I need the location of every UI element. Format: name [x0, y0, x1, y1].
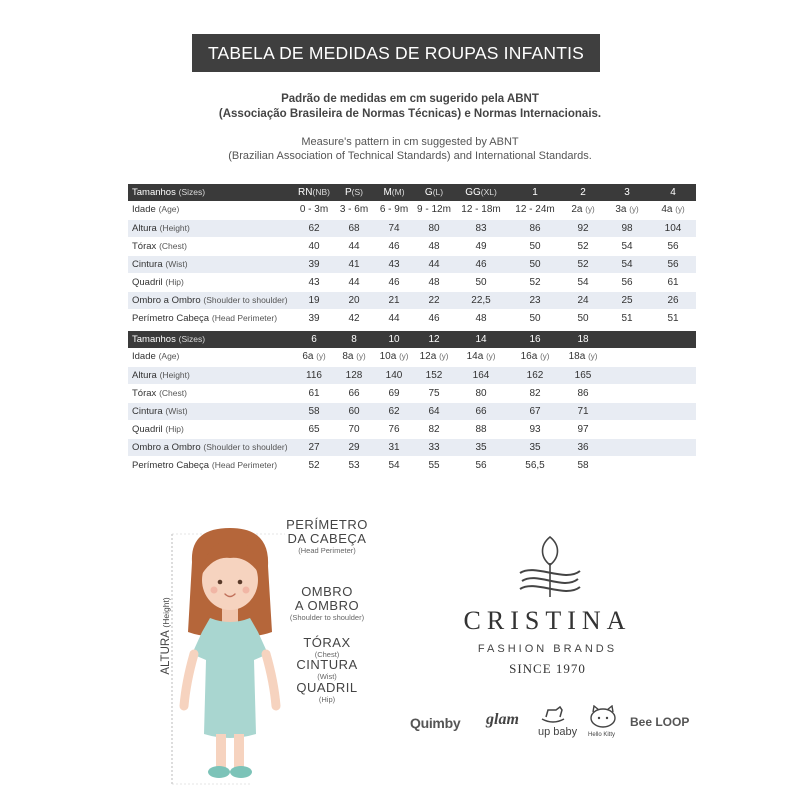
glam-logo: glam	[486, 711, 519, 728]
table-cell: 52	[562, 255, 604, 273]
table-cell: 44	[414, 255, 454, 273]
table-cell: 86	[562, 384, 604, 402]
subtitle-en-line-1: Measure's pattern in cm suggested by ABNT	[301, 136, 519, 148]
table-cell: 56	[650, 255, 696, 273]
table-cell: 58	[562, 456, 604, 474]
table-cell: 50	[508, 255, 562, 273]
table-cell: 54	[604, 255, 650, 273]
size-column-header: 2	[562, 184, 604, 201]
page-title-banner	[192, 34, 600, 72]
table-cell: 86	[508, 219, 562, 237]
table-cell: 54	[604, 237, 650, 255]
table-cell: 52	[294, 456, 334, 474]
table-cell	[650, 348, 696, 366]
table-cell: 8a (y)	[334, 348, 374, 366]
table-cell: 66	[334, 384, 374, 402]
waist-label: CINTURA (Wist)	[296, 657, 358, 681]
table-cell: 44	[334, 237, 374, 255]
hip-label: QUADRIL (Hip)	[296, 680, 358, 704]
table-row	[128, 219, 696, 237]
table-cell: 69	[374, 384, 414, 402]
table-cell: 61	[294, 384, 334, 402]
table-cell	[604, 366, 650, 384]
subtitle-pt-line-1: Padrão de medidas em cm sugerido pela ABNT	[281, 93, 539, 105]
chest-label: TÓRAX (Chest)	[303, 635, 351, 659]
table-row	[128, 255, 696, 273]
table-cell: 44	[374, 309, 414, 327]
table-cell: 97	[562, 420, 604, 438]
height-label: ALTURA (Height)	[160, 597, 172, 675]
table-cell: 152	[414, 366, 454, 384]
table-cell: 51	[604, 309, 650, 327]
table-cell: 55	[414, 456, 454, 474]
size-column-header: 8	[334, 331, 374, 348]
table-cell	[604, 402, 650, 420]
table-row	[128, 291, 696, 309]
brand-since: SINCE 1970	[509, 661, 586, 676]
table-cell: 25	[604, 291, 650, 309]
row-label: Idade (Age)	[128, 201, 294, 219]
size-column-header	[604, 331, 650, 348]
table-cell: 23	[508, 291, 562, 309]
sub-brand-logos	[410, 705, 690, 745]
size-column-header: GG(XL)	[454, 184, 508, 201]
table-cell: 56	[604, 273, 650, 291]
table-cell: 58	[294, 402, 334, 420]
table-row	[128, 273, 696, 291]
table-cell: 74	[374, 219, 414, 237]
table-cell: 18a (y)	[562, 348, 604, 366]
row-label: Altura (Height)	[128, 219, 294, 237]
table-cell: 12 - 18m	[454, 201, 508, 219]
table-cell: 62	[374, 402, 414, 420]
size-table-1	[128, 184, 696, 328]
table-cell: 92	[562, 219, 604, 237]
row-label: Cintura (Wist)	[128, 255, 294, 273]
table-cell: 36	[562, 438, 604, 456]
table-cell: 50	[562, 309, 604, 327]
row-label: Ombro a Ombro (Shoulder to shoulder)	[128, 438, 294, 456]
table-cell: 40	[294, 237, 334, 255]
table-cell: 56	[454, 456, 508, 474]
table-cell: 41	[334, 255, 374, 273]
size-column-header: 16	[508, 331, 562, 348]
table-cell: 21	[374, 291, 414, 309]
table-row	[128, 402, 696, 420]
table-cell: 67	[508, 402, 562, 420]
table-header-row	[128, 331, 696, 348]
table-cell: 50	[454, 273, 508, 291]
bee-loop-logo: Bee LOOP	[630, 715, 690, 729]
table-cell: 33	[414, 438, 454, 456]
quimby-logo: Quimby	[410, 715, 461, 731]
table-cell: 76	[374, 420, 414, 438]
table-cell: 60	[334, 402, 374, 420]
table-cell: 46	[454, 255, 508, 273]
size-column-header: 10	[374, 331, 414, 348]
table-cell: 29	[334, 438, 374, 456]
page-title: TABELA DE MEDIDAS DE ROUPAS INFANTIS	[207, 42, 585, 63]
shoulder-label: OMBRO A OMBRO (Shoulder to shoulder)	[289, 584, 365, 622]
size-column-header: RN(NB)	[294, 184, 334, 201]
table-cell: 4a (y)	[650, 201, 696, 219]
table-cell: 56,5	[508, 456, 562, 474]
table-cell: 140	[374, 366, 414, 384]
table-cell: 10a (y)	[374, 348, 414, 366]
table-header-label: Tamanhos (Sizes)	[128, 331, 294, 348]
row-label: Perímetro Cabeça (Head Perimeter)	[128, 309, 294, 327]
table-cell: 35	[508, 438, 562, 456]
table-cell: 80	[414, 219, 454, 237]
table-cell: 22	[414, 291, 454, 309]
table-cell: 52	[508, 273, 562, 291]
table-cell	[650, 366, 696, 384]
table-cell: 64	[414, 402, 454, 420]
table-cell: 61	[650, 273, 696, 291]
table-cell	[650, 456, 696, 474]
table-cell: 39	[294, 309, 334, 327]
subtitle-en-line-2: (Brazilian Association of Technical Standards) and International Standards.	[228, 150, 592, 162]
table-cell	[604, 420, 650, 438]
table-cell: 68	[334, 219, 374, 237]
table-cell	[604, 348, 650, 366]
table-cell: 83	[454, 219, 508, 237]
hello-kitty-icon	[588, 705, 618, 729]
table-cell: 128	[334, 366, 374, 384]
table-cell: 82	[508, 384, 562, 402]
table-cell: 48	[414, 237, 454, 255]
table-cell: 6a (y)	[294, 348, 334, 366]
table-cell: 56	[650, 237, 696, 255]
table-cell: 3a (y)	[604, 201, 650, 219]
table-cell: 39	[294, 255, 334, 273]
table-cell: 54	[374, 456, 414, 474]
table-cell: 22,5	[454, 291, 508, 309]
size-column-header: 1	[508, 184, 562, 201]
table-cell: 51	[650, 309, 696, 327]
table-cell: 98	[604, 219, 650, 237]
table-cell	[650, 420, 696, 438]
table-cell: 75	[414, 384, 454, 402]
size-column-header: 6	[294, 331, 334, 348]
brand-name: CRISTINA	[463, 606, 632, 635]
table-cell: 71	[562, 402, 604, 420]
table-cell: 20	[334, 291, 374, 309]
table-cell	[650, 402, 696, 420]
table-cell: 42	[334, 309, 374, 327]
table-cell: 49	[454, 237, 508, 255]
table-cell: 9 - 12m	[414, 201, 454, 219]
table-cell: 53	[334, 456, 374, 474]
subtitle-pt-line-2: (Associação Brasileira de Normas Técnicas) e Normas Internacionais.	[218, 108, 602, 120]
size-table-2	[128, 331, 696, 475]
table-cell: 104	[650, 219, 696, 237]
row-label: Ombro a Ombro (Shoulder to shoulder)	[128, 291, 294, 309]
table-cell: 35	[454, 438, 508, 456]
row-label: Idade (Age)	[128, 348, 294, 366]
row-label: Altura (Height)	[128, 366, 294, 384]
row-label: Perímetro Cabeça (Head Perimeter)	[128, 456, 294, 474]
table-cell: 26	[650, 291, 696, 309]
row-label: Tórax (Chest)	[128, 237, 294, 255]
up-baby-logo: up baby	[538, 705, 577, 738]
table-cell: 50	[508, 237, 562, 255]
table-cell	[604, 456, 650, 474]
table-cell: 66	[454, 402, 508, 420]
size-column-header: 4	[650, 184, 696, 201]
table-row	[128, 237, 696, 255]
table-row	[128, 201, 696, 219]
size-column-header: M(M)	[374, 184, 414, 201]
table-cell	[650, 438, 696, 456]
table-row	[128, 384, 696, 402]
head-perimeter-label: PERÍMETRO DA CABEÇA (Head Perimeter)	[286, 517, 368, 555]
size-column-header: G(L)	[414, 184, 454, 201]
table-row	[128, 438, 696, 456]
table-cell: 3 - 6m	[334, 201, 374, 219]
cristina-logo-icon	[510, 533, 590, 601]
table-cell: 88	[454, 420, 508, 438]
table-header-row	[128, 184, 696, 201]
table-row	[128, 348, 696, 366]
size-column-header: 3	[604, 184, 650, 201]
table-cell	[604, 438, 650, 456]
table-cell: 164	[454, 366, 508, 384]
row-label: Cintura (Wist)	[128, 402, 294, 420]
table-cell: 46	[374, 273, 414, 291]
table-cell: 24	[562, 291, 604, 309]
table-cell: 93	[508, 420, 562, 438]
table-cell: 165	[562, 366, 604, 384]
row-label: Quadril (Hip)	[128, 420, 294, 438]
brand-tagline: FASHION BRANDS	[477, 643, 618, 655]
table-cell: 31	[374, 438, 414, 456]
table-header-label: Tamanhos (Sizes)	[128, 184, 294, 201]
table-cell: 162	[508, 366, 562, 384]
table-cell: 50	[508, 309, 562, 327]
table-cell: 12 - 24m	[508, 201, 562, 219]
table-cell: 0 - 3m	[294, 201, 334, 219]
table-cell: 116	[294, 366, 334, 384]
table-row	[128, 366, 696, 384]
hello-kitty-logo: Hello Kitty	[588, 705, 618, 738]
table-cell: 27	[294, 438, 334, 456]
table-cell: 46	[374, 237, 414, 255]
table-cell: 19	[294, 291, 334, 309]
table-cell	[650, 384, 696, 402]
table-cell: 82	[414, 420, 454, 438]
table-cell: 54	[562, 273, 604, 291]
row-label: Tórax (Chest)	[128, 384, 294, 402]
rocking-horse-icon	[538, 705, 568, 723]
table-cell: 16a (y)	[508, 348, 562, 366]
size-column-header	[650, 331, 696, 348]
table-cell: 65	[294, 420, 334, 438]
table-cell: 48	[454, 309, 508, 327]
table-cell: 6 - 9m	[374, 201, 414, 219]
table-cell: 52	[562, 237, 604, 255]
table-cell	[604, 384, 650, 402]
table-cell: 62	[294, 219, 334, 237]
table-cell: 44	[334, 273, 374, 291]
table-cell: 43	[294, 273, 334, 291]
table-cell: 46	[414, 309, 454, 327]
table-row	[128, 420, 696, 438]
table-cell: 70	[334, 420, 374, 438]
row-label: Quadril (Hip)	[128, 273, 294, 291]
table-cell: 80	[454, 384, 508, 402]
table-cell: 43	[374, 255, 414, 273]
table-cell: 12a (y)	[414, 348, 454, 366]
size-column-header: 14	[454, 331, 508, 348]
size-column-header: 18	[562, 331, 604, 348]
table-row	[128, 456, 696, 474]
size-column-header: 12	[414, 331, 454, 348]
table-cell: 2a (y)	[562, 201, 604, 219]
table-row	[128, 309, 696, 327]
table-cell: 48	[414, 273, 454, 291]
table-cell: 14a (y)	[454, 348, 508, 366]
size-column-header: P(S)	[334, 184, 374, 201]
